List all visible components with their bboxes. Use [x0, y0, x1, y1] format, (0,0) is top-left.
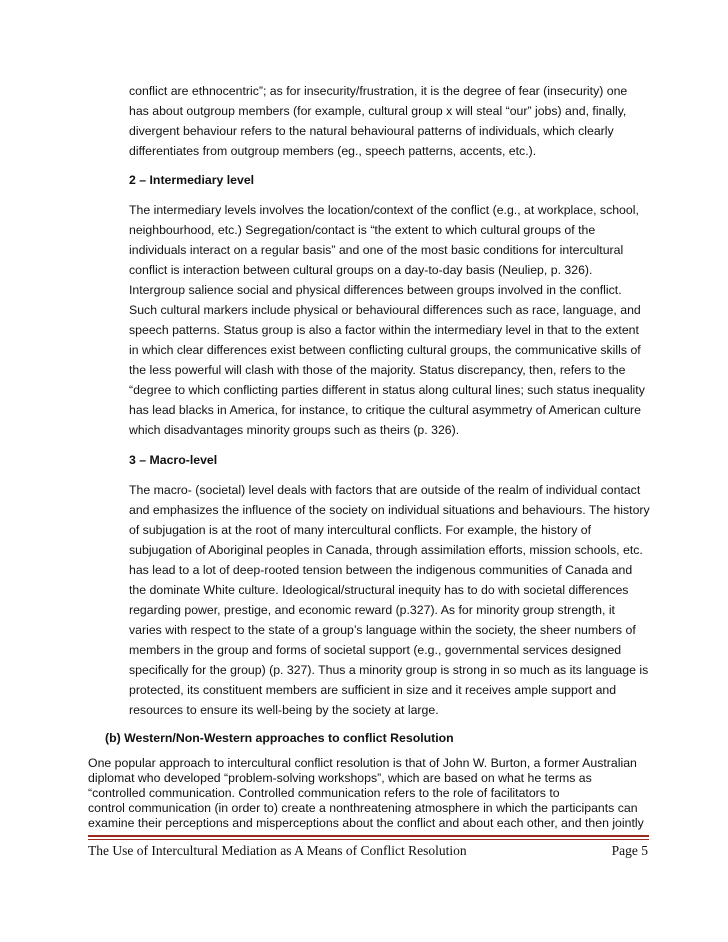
footer-rule-thick: [88, 835, 649, 837]
paragraph-line: and emphasizes the influence of the society on individual situations and behaviours. The history: [129, 503, 650, 517]
heading-macro-level: 3 – Macro-level: [129, 453, 218, 467]
paragraph-line: specifically for the group) (p. 327). Thus a minority group is strong in so much as its language is: [129, 663, 649, 677]
paragraph-line: has about outgroup members (for example, cultural group x will steal “our” jobs) and, finally,: [129, 104, 627, 118]
heading-intermediary-level: 2 – Intermediary level: [129, 173, 255, 187]
paragraph-line: “controlled communication. Controlled communication refers to the role of facilitators to: [88, 786, 560, 800]
paragraph-line: conflict are ethnocentric”; as for insecurity/frustration, it is the degree of fear (insecurity) one: [129, 84, 628, 98]
paragraph-line: “degree to which conflicting parties different in status along cultural lines; such status inequality: [129, 383, 645, 397]
paragraph-line: The macro- (societal) level deals with factors that are outside of the realm of individual contact: [129, 483, 641, 497]
paragraph-line: protected, its constituent members are sufficient in size and it receives ample support and: [129, 683, 617, 697]
paragraph-line: diplomat who developed “problem-solving workshops”, which are based on what he terms as: [88, 771, 592, 785]
paragraph-line: Intergroup salience social and physical differences between groups involved in the conflict.: [129, 283, 622, 297]
page-number: Page 5: [611, 843, 648, 858]
paragraph-line: control communication (in order to) create a nonthreatening atmosphere in which the participants can: [88, 801, 638, 815]
paragraph-line: which disadvantages minority groups such as theirs (p. 326).: [129, 423, 460, 437]
paragraph-line: regarding power, prestige, and economic reward (p.327). As for minority group strength, it: [129, 603, 615, 617]
paragraph-line: One popular approach to intercultural conflict resolution is that of John W. Burton, a former Australian: [88, 756, 637, 770]
paragraph-line: varies with respect to the state of a group’s language within the society, the sheer numbers of: [129, 623, 636, 637]
paragraph-line: of subjugation is at the root of many intercultural conflicts. For example, the history of: [129, 523, 592, 537]
paragraph-line: divergent behaviour refers to the natural behavioural patterns of individuals, which clearly: [129, 124, 614, 138]
paragraph-line: has lead blacks in America, for instance, to critique the cultural asymmetry of American culture: [129, 403, 641, 417]
paragraph-line: members in the group and forms of societal support (e.g., governmental services designed: [129, 643, 622, 657]
paragraph-line: individuals interact on a regular basis” and one of the most basic conditions for intercultural: [129, 243, 624, 257]
paragraph-line: Such cultural markers include physical or behavioural differences such as race, language, and: [129, 303, 641, 317]
paragraph-line: the less powerful will clash with those of the majority. Status discrepancy, then, refers to the: [129, 363, 626, 377]
paragraph-line: differentiates from outgroup members (eg., speech patterns, accents, etc.).: [129, 144, 537, 158]
paragraph-line: conflict is interaction between cultural groups on a day-to-day basis (Neuliep, p. 326).: [129, 263, 593, 277]
footer-title: The Use of Intercultural Mediation as A Means of Conflict Resolution: [88, 843, 467, 858]
paragraph-line: resources to ensure its well-being by the society at large.: [129, 703, 439, 717]
paragraph-line: has lead to a lot of deep-rooted tension between the indigenous communities of Canada and: [129, 563, 633, 577]
paragraph-line: examine their perceptions and misperceptions about the conflict and about each other, and then jointly: [88, 816, 644, 830]
paragraph-line: neighbourhood, etc.) Segregation/contact is “the extent to which cultural groups of the: [129, 223, 596, 237]
paragraph-line: speech patterns. Status group is also a factor within the intermediary level in that to the extent: [129, 323, 639, 337]
paragraph-line: subjugation of Aboriginal peoples in Canada, through assimilation efforts, mission schools, etc.: [129, 543, 643, 557]
heading-western-non-western-approaches: (b) Western/Non-Western approaches to conflict Resolution: [105, 731, 454, 745]
footer-rule-thin: [88, 839, 649, 840]
paragraph-line: The intermediary levels involves the location/context of the conflict (e.g., at workplace, school,: [129, 203, 639, 217]
paragraph-line: the dominate White culture. Ideological/structural inequity has to do with societal differences: [129, 583, 629, 597]
paragraph-line: in which clear differences exist between conflicting cultural groups, the communicative skills of: [129, 343, 641, 357]
